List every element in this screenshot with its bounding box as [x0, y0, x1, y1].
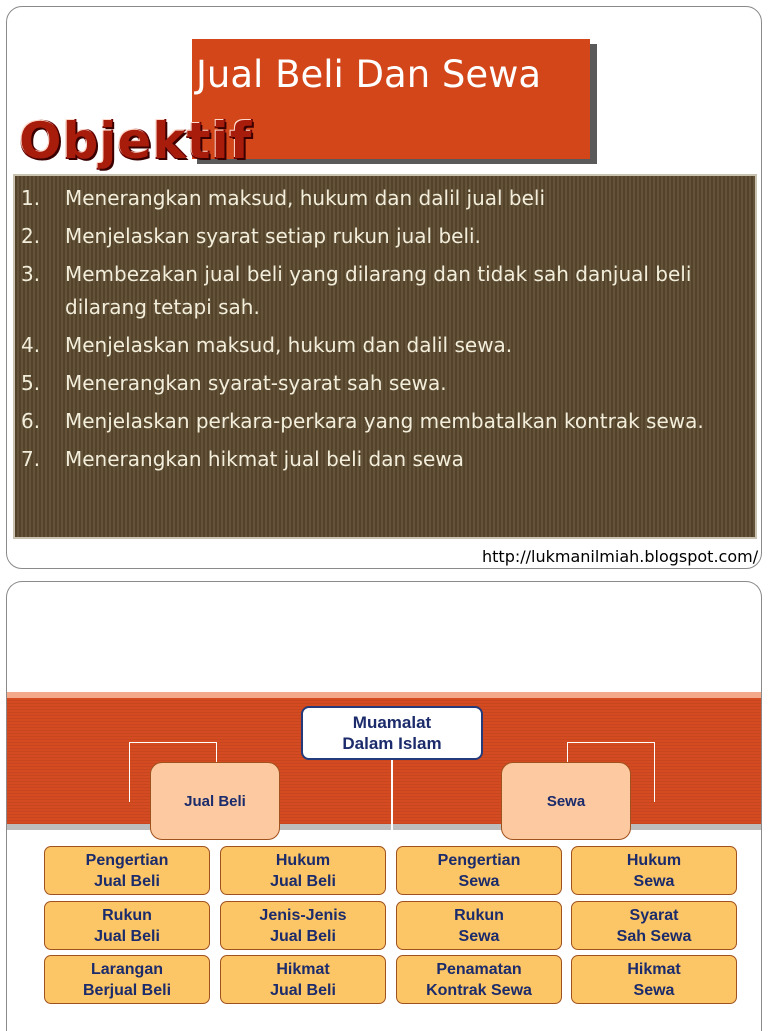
objective-number: 7.	[21, 447, 41, 471]
objective-item	[21, 443, 741, 476]
objective-text: Menerangkan syarat-syarat sah sewa.	[65, 371, 447, 395]
objective-text: Menjelaskan maksud, hukum dan dalil sewa.	[65, 333, 513, 357]
objective-text: Menerangkan hikmat jual beli dan sewa	[65, 447, 464, 471]
leaf-node	[571, 846, 737, 895]
slide-concept-map	[6, 581, 762, 1031]
leaf-label: Rukun Sewa	[454, 906, 504, 945]
leaf-node	[44, 846, 210, 895]
objective-item	[21, 182, 741, 215]
branch-jual-beli	[150, 762, 280, 840]
objective-number: 2.	[21, 224, 41, 248]
leaf-node	[220, 955, 386, 1004]
root-node	[301, 706, 483, 760]
objective-number: 4.	[21, 333, 41, 357]
objective-item	[21, 405, 741, 438]
slide-objectives	[6, 6, 762, 569]
objectives-list	[15, 176, 755, 476]
leaf-label: Pengertian Sewa	[437, 851, 521, 890]
branch-sewa	[501, 762, 631, 840]
leaf-node	[220, 901, 386, 950]
leaf-node	[396, 846, 562, 895]
leaf-label: Hikmat Jual Beli	[270, 960, 336, 999]
objective-text: Membezakan jual beli yang dilarang dan tidak sah danjual beli dilarang tetapi sah.	[65, 262, 692, 319]
root-node-label: Muamalat Dalam Islam	[342, 713, 442, 753]
leaf-label: Larangan Berjual Beli	[82, 960, 172, 999]
leaf-node	[396, 955, 562, 1004]
objective-item	[21, 258, 741, 324]
objective-item	[21, 367, 741, 400]
leaf-label: Hikmat Sewa	[627, 960, 681, 999]
leaf-label: Syarat Sah Sewa	[616, 906, 692, 945]
objective-text: Menerangkan maksud, hukum dan dalil jual beli	[65, 186, 546, 210]
branch-label: Jual Beli	[184, 792, 246, 810]
leaf-node	[44, 955, 210, 1004]
objective-number: 1.	[21, 186, 41, 210]
objective-number: 6.	[21, 409, 41, 433]
source-url[interactable]: http://lukmanilmiah.blogspot.com/	[482, 547, 759, 566]
objective-number: 5.	[21, 371, 41, 395]
connector-root-line	[391, 760, 393, 830]
leaf-node	[220, 846, 386, 895]
leaf-label: Hukum Jual Beli	[270, 851, 336, 890]
objective-text: Menjelaskan syarat setiap rukun jual beli.	[65, 224, 481, 248]
objectives-panel	[13, 174, 757, 539]
leaf-node	[571, 955, 737, 1004]
slide-title: Jual Beli Dan Sewa	[196, 53, 542, 96]
leaf-node	[571, 901, 737, 950]
branch-label: Sewa	[546, 792, 586, 810]
leaf-label: Penamatan Kontrak Sewa	[426, 960, 532, 999]
leaf-label: Rukun Jual Beli	[94, 906, 160, 945]
objektif-heading: Objektif	[19, 112, 253, 170]
leaf-label: Pengertian Jual Beli	[85, 851, 169, 890]
leaf-node	[396, 901, 562, 950]
objective-text: Menjelaskan perkara-perkara yang membatalkan kontrak sewa.	[65, 409, 704, 433]
objective-item	[21, 329, 741, 362]
band-bottom-stripe	[7, 824, 761, 830]
leaf-label: Hukum Sewa	[626, 851, 682, 890]
objective-item	[21, 220, 741, 253]
leaf-node	[44, 901, 210, 950]
objective-number: 3.	[21, 262, 41, 286]
leaf-label: Jenis-Jenis Jual Beli	[259, 906, 347, 945]
